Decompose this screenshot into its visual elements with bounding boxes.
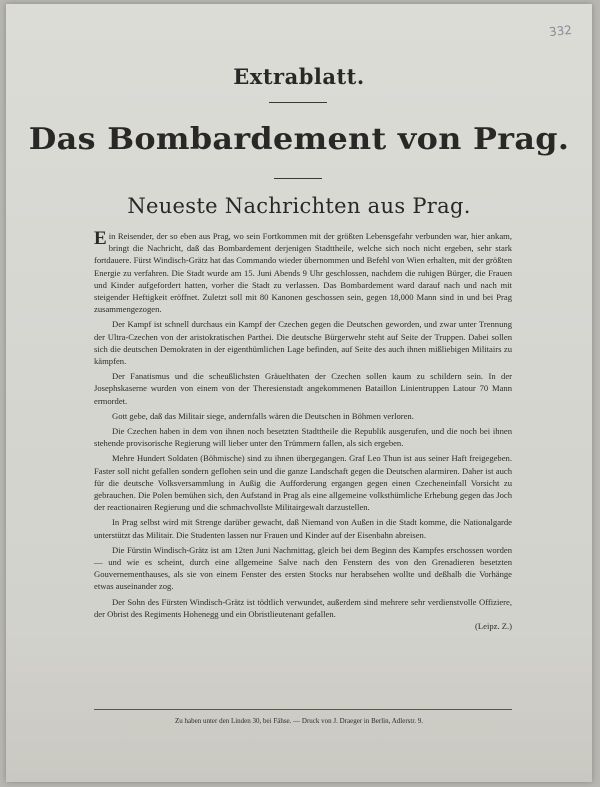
article-paragraph: Der Fanatismus und die scheußlichsten Gräuelthaten der Czechen sollen kaum zu schildern sein. In der Josephskaserne wurden von einem von der Theresienstadt angekommenen Bataillon Linientruppen Latour 70 Mann ermordet. <box>94 371 512 406</box>
article-paragraph: Mehre Hundert Soldaten (Böhmische) sind zu ihnen übergegangen. Graf Leo Thun ist aus seiner Haft freigegeben. Faster soll nicht gefallen sondern geflohen sein und die ganze Landschaft gegen die Deutschen alarmiren. Daher ist auch für die deutsche Volksversammlung in Außig die Aufforderung ergangen gegen einen Czecheneinfall Vorsicht zu gebrauchen. Die Polen bemühen sich, den Aufstand in Prag als eine allgemeine volksthümliche Erhebung gegen das Joch der reactionairen Regierung und die schmachvollste Militairgewalt darzustellen. <box>94 453 512 513</box>
article-paragraph: Der Sohn des Fürsten Windisch-Grätz ist tödtlich verwundet, außerdem sind mehrere sehr verdienstvolle Offiziere, der Obrist des Regiments Hohenegg und ein Obristlieutenant gefallen. (Leipz. Z.) <box>94 596 512 632</box>
headline: Das Bombardement von Prag. <box>28 122 570 157</box>
article-paragraph: Die Fürstin Windisch-Grätz ist am 12ten Juni Nachmittag, gleich bei dem Beginn des Kampfes erschossen worden — und wie es scheint, durch eine allgemeine Salve nach den Fenstern des von den Grenadieren besetzten Gouvernementhauses, als sie von einem Fenster des ersten Stocks nur herabsehen wollte und deßhalb die Vorhänge etwas auseinander zog. <box>94 544 512 592</box>
footer-divider <box>94 709 512 710</box>
drop-cap: E <box>94 228 107 249</box>
headline-divider <box>274 178 322 179</box>
title-divider <box>269 102 327 103</box>
source-attribution: (Leipz. Z.) <box>475 621 512 632</box>
archive-number: 332 <box>548 22 573 40</box>
article-body <box>94 230 512 635</box>
article-paragraph: In Prag selbst wird mit Strenge darüber gewacht, daß Niemand von Außen in die Stadt komme, die Nationalgarde unterstützt das Militair. Die Studenten lassen nur Frauen und Kinder auf der Eisenbahn abreisen. <box>94 517 512 540</box>
newspaper-sheet <box>6 4 592 782</box>
article-paragraph: Die Czechen haben in dem von ihnen noch besetzten Stadttheile die Republik ausgerufen, und die noch bei ihnen stehende provisorische Regierung will lieber unter den Trümmern fallen, als sich ergeben. <box>94 426 512 449</box>
imprint-footer: Zu haben unter den Linden 30, bei Fähse. — Druck von J. Draeger in Berlin, Adlerstr. 9. <box>174 717 424 725</box>
article-paragraph: Ein Reisender, der so eben aus Prag, wo sein Fortkommen mit der größten Lebensgefahr verbunden war, hier ankam, bringt die Nachricht, daß das Bombardement derjenigen Stadttheile, welche sich noch nicht ergeben, sehr stark fortdauere. Fürst Windisch-Grätz hat das Commando wieder übernommen und Befehl von Wien erhalten, mit der größten Energie zu verfahren. Die Stadt wurde am 15. Juni Abends 9 Uhr geschlossen, nachdem die ruhigen Bürger, die Frauen und Kinder aufgefordert hatten, vorher die Stadt zu verlassen. Das Bombardement ward darauf nach und nach mit steigender Heftigkeit eröffnet. Zuletzt soll mit 80 Kanonen geschossen sein, gegen 18,000 Mann sind in und bei Prag zusammengezogen. <box>94 228 512 315</box>
extrablatt-title: Extrablatt. <box>233 64 365 89</box>
article-paragraph: Gott gebe, daß das Militair siege, andernfalls wären die Deutschen in Böhmen verloren. <box>112 410 414 421</box>
article-paragraph: Der Kampf ist schnell durchaus ein Kampf der Czechen gegen die Deutschen geworden, und zwar unter Trennung der Ultra-Czechen von der aristokratischen Parthei. Die deutsche Bürgerwehr steht auf Seite der Truppen. Dabei sollen sich die deutschen Demokraten in der eigenthümlichen Lage befinden, auf Seite des auch ihnen mißliebigen Militairs zu kämpfen. <box>94 319 512 367</box>
subheadline: Neueste Nachrichten aus Prag. <box>127 194 471 218</box>
